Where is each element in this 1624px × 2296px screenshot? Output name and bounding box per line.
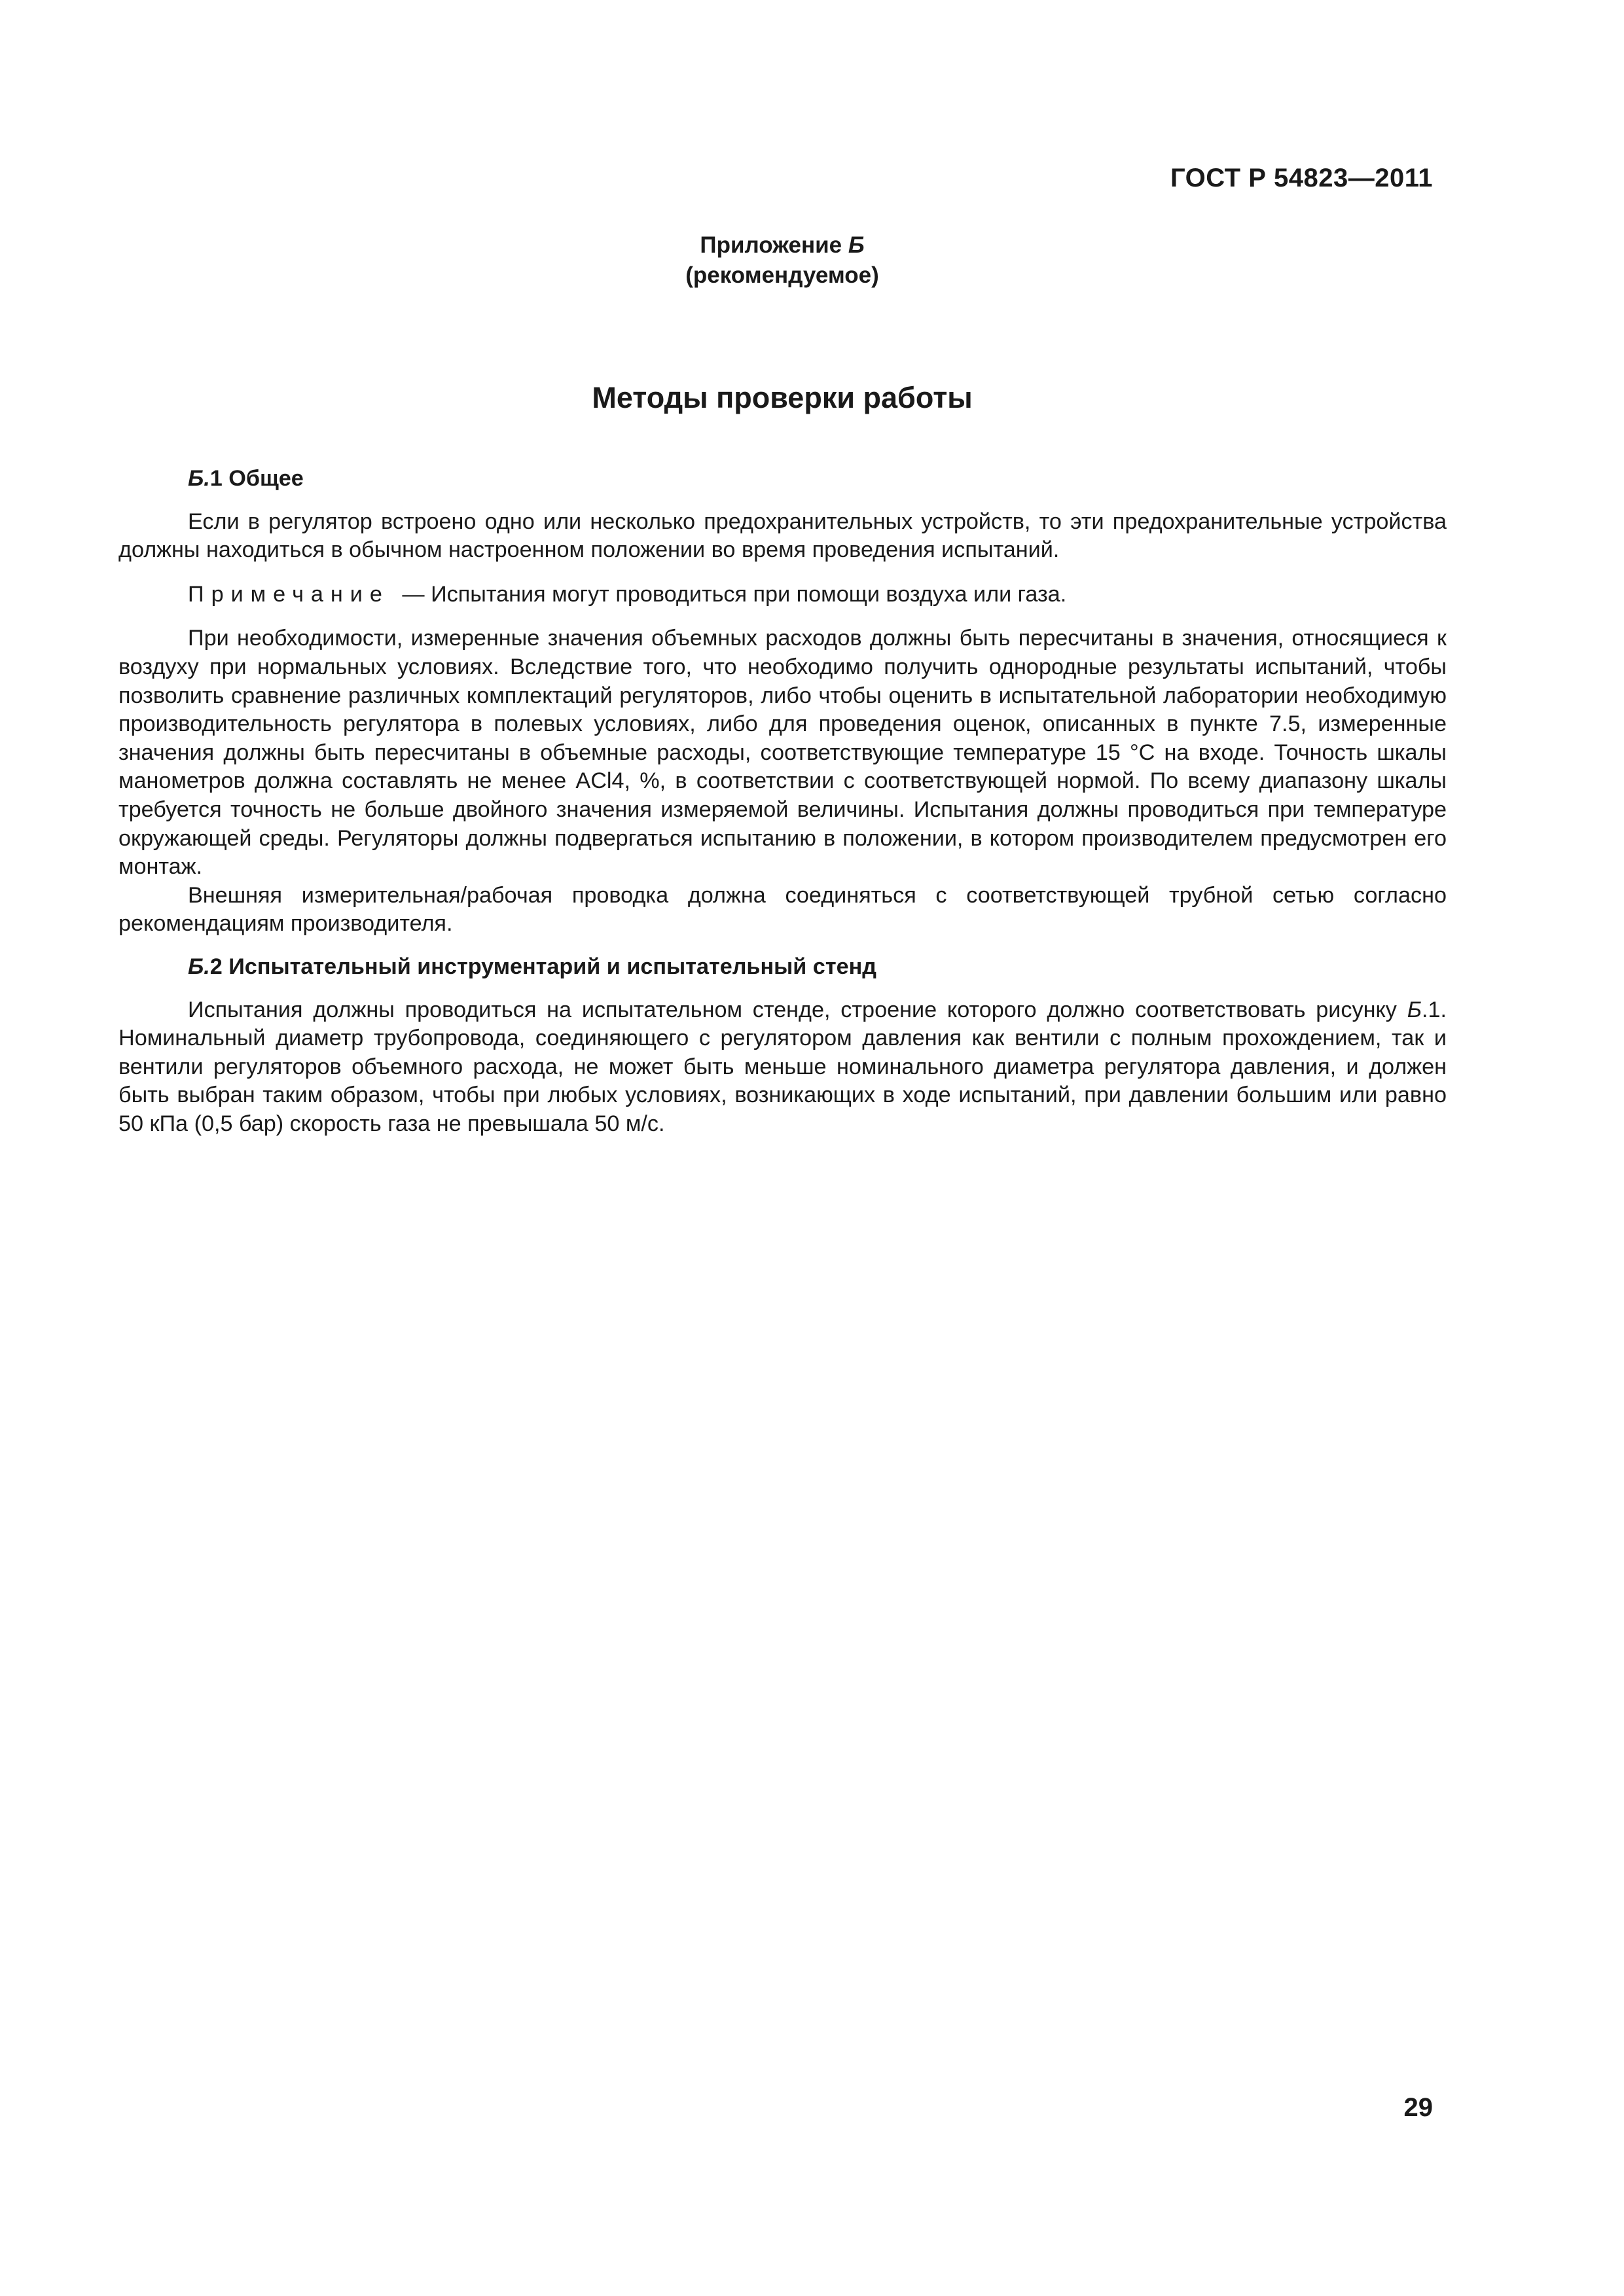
annex-heading	[0, 230, 1564, 291]
section-2-heading-text: 2 Испытательный инструментарий и испытательный стенд	[209, 954, 876, 979]
annex-status: (рекомендуемое)	[685, 262, 879, 288]
section-heading-1	[118, 465, 1447, 493]
section-1-letter: Б.	[188, 466, 210, 491]
figure-reference-letter: Б	[1407, 997, 1422, 1022]
section-1-heading-text: 1 Общее	[209, 466, 304, 491]
paragraph: Если в регулятор встроено одно или несколько предохранительных устройств, то эти предохранительные устройства должны находиться в обычном настроенном положении во время проведения испытаний.	[118, 509, 1447, 563]
paragraph: Внешняя измерительная/рабочая проводка должна соединяться с соответствующей трубной сетью согласно рекомендациям производителя.	[118, 882, 1447, 937]
section-2-letter: Б.	[188, 954, 210, 979]
page-number: 29	[1403, 2093, 1433, 2122]
note-label: Примечание	[188, 581, 389, 607]
document-body	[118, 465, 1447, 1138]
section-heading-2	[118, 953, 1447, 982]
paragraph-text: Испытания должны проводиться на испытательном стенде, строение которого должно соответствовать рисунку	[188, 997, 1407, 1022]
paragraph	[118, 996, 1447, 1139]
paragraph-text: .1. Номинальный диаметр трубопровода, соединяющего с регулятором давления как вентили с полным прохождением, так и вентили регуляторов объемного расхода, не может быть меньше номинального диаметра регулятора давления, и должен быть выбран таким образом, чтобы при любых условиях, возникающих в ходе испытаний, при давлении большим или равно 50 кПа (0,5 бар) скорость газа не превышала 50 м/с.	[118, 997, 1447, 1136]
annex-label: Приложение	[700, 232, 848, 258]
standard-number: ГОСТ Р 54823—2011	[1170, 164, 1433, 192]
page-title: Методы проверки работы	[592, 381, 973, 414]
annex-letter: Б	[848, 232, 865, 258]
note	[118, 581, 1447, 609]
paragraph: При необходимости, измеренные значения объемных расходов должны быть пересчитаны в значения, относящиеся к воздуху при нормальных условиях. Вследствие того, что необходимо получить однородные результаты испытаний, чтобы позволить сравнение различных комплектаций регуляторов, либо чтобы оценить в испытательной лаборатории необходимую производительность регулятора в полевых условиях, либо для проведения оценок, описанных в пункте 7.5, измеренные значения должны быть пересчитаны в объемные расходы, соответствующие температуре 15 °С на входе. Точность шкалы манометров должна составлять не менее ACl4, %, в соответствии с соответствующей нормой. По всему диапазону шкалы требуется точность не больше двойного значения измеряемой величины. Испытания должны проводиться при температуре окружающей среды. Регуляторы должны подвергаться испытанию в положении, в котором производителем предусмотрен его монтаж.	[118, 626, 1447, 880]
note-text: — Испытания могут проводиться при помощи воздуха или газа.	[395, 581, 1067, 607]
annex-label-line	[0, 230, 1564, 260]
